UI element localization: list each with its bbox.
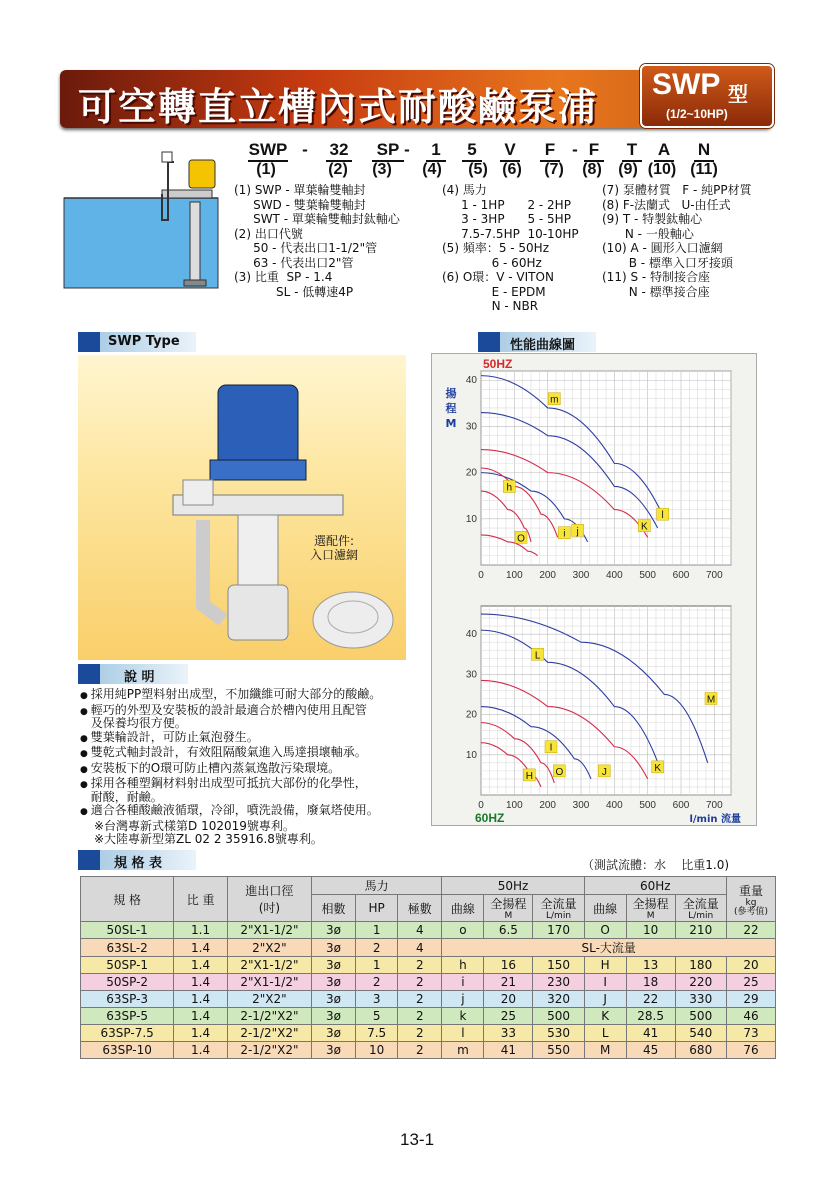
pump-column-image [238,515,278,595]
x-tick-label: 0 [478,570,484,581]
table-cell: O [584,922,626,939]
table-cell: 22 [626,991,675,1008]
table-cell: 2"X1-1/2" [227,922,311,939]
description-item [80,746,430,762]
y-axis-label-char: 揚 [445,387,457,400]
th-flow-50-unit: L/min [546,911,572,921]
th-poles: 極數 [398,895,442,922]
curve-label: j [576,526,579,538]
code-index: (2) [328,161,348,178]
inlet-strainer-image [313,592,393,648]
y-tick-label: 10 [465,513,477,525]
valve-icon [162,152,172,162]
bullet-icon: ● [80,749,91,759]
table-cell: 25 [484,1008,533,1025]
table-cell: 550 [533,1042,584,1059]
th-power: 馬力 [311,877,442,895]
table-cell: 3ø [311,991,355,1008]
code-index: (4) [422,161,442,178]
th-head-50 [484,895,533,922]
table-cell: 1.4 [174,974,228,991]
th-flow-50 [533,895,584,922]
table-cell: 4 [398,922,442,939]
table-cell: 1.4 [174,1008,228,1025]
table-row [81,974,776,991]
hp-range: (1/2~10HP) [666,107,728,121]
table-cell: 2 [398,1025,442,1042]
table-cell: 63SP-7.5 [81,1025,174,1042]
table-cell: 2"X1-1/2" [227,974,311,991]
th-head-60 [626,895,675,922]
x-tick-label: 200 [539,570,557,581]
table-cell: 21 [484,974,533,991]
table-cell: 150 [533,957,584,974]
table-cell: 180 [675,957,726,974]
table-cell: m [442,1042,484,1059]
description-text: 採用各種塑鋼材料射出成型可抵抗大部份的化學性， 耐酸，耐鹼。 [90,776,367,804]
th-port [227,877,311,922]
table-cell: 2"X1-1/2" [227,957,311,974]
code-part: 1 [426,140,446,162]
code-part: V [500,140,520,162]
description-item [80,704,430,731]
bullet-icon: ● [80,706,91,717]
page-number: 13-1 [400,1130,435,1149]
curve-section-label: 性能曲線圖 [510,338,576,353]
table-cell: 500 [675,1008,726,1025]
table-cell: 230 [533,974,584,991]
table-cell: 530 [533,1025,584,1042]
curve-label: m [550,394,559,406]
code-index: (3) [372,161,392,178]
table-cell: 500 [533,1008,584,1025]
patent-note: ※大陸專新型第ZL 02 2 35916.8號專利。 [94,832,323,846]
table-cell: 6.5 [484,922,533,939]
y-tick-label: 20 [465,467,477,479]
th-flow-60-label: 全流量 [682,897,719,911]
accessory-label: 選配件: 入口濾網 [310,534,359,562]
code-index: (6) [502,161,522,178]
table-row [81,939,776,957]
code-index: (5) [468,161,488,178]
curve-label: l [661,510,664,522]
table-cell: 63SP-5 [81,1008,174,1025]
th-phase: 相數 [311,895,355,922]
table-cell: 2-1/2"X2" [227,1042,311,1059]
table-cell: 18 [626,974,675,991]
code-part: T [622,140,642,162]
table-cell: 2 [398,974,442,991]
table-cell: 210 [675,922,726,939]
table-cell: h [442,957,484,974]
curve-section-marker [478,332,500,352]
description-text: 採用純PP塑料射出成型，不加纖維可耐大部分的酸鹼。 [90,687,382,701]
pump-shaft [190,202,200,284]
table-cell: 3ø [311,1042,355,1059]
table-cell: L [584,1025,626,1042]
code-index: (10) [647,161,677,178]
motor-icon [189,160,215,188]
x-tick-label: 600 [672,570,690,581]
legend-col-3: (7) 泵體材質 F - 純PP材質 (8) F-法蘭式 U-由任式 (9) T - 特製鈦軸心 N - 一般軸心 (10) A - 圓形入口濾網 B - 標準入口牙接頭 (11) S - 特制接合座 N - 標準接合座 [602,183,752,299]
table-cell: 16 [484,957,533,974]
x-tick-label: 500 [639,570,657,581]
table-cell: 2 [356,974,398,991]
table-cell: 1 [356,957,398,974]
description-text: 安裝板下的O環可防止槽內蒸氣逸散污染環境。 [90,760,341,775]
table-row [81,1008,776,1025]
pump-motor-image [218,385,298,470]
table-cell: 13 [626,957,675,974]
legend-col-2: (4) 馬力 1 - 1HP 2 - 2HP 3 - 3HP 5 - 5HP 7.5-7.5HP 10-10HP (5) 頻率：5 - 50Hz 6 - 60Hz (6) O環：V - VITON E - EPDM N - NBR [442,183,579,313]
table-cell: 20 [484,991,533,1008]
table-cell: 50SP-2 [81,974,174,991]
table-cell: K [584,1008,626,1025]
y-tick-label: 40 [465,629,477,641]
bullet-icon: ● [80,691,91,701]
table-cell: 63SP-3 [81,991,174,1008]
table-cell: 46 [726,1008,775,1025]
code-part: - [572,140,578,159]
pump-casing-image [228,585,288,640]
table-cell: 1.1 [174,922,228,939]
legend-col-1: (1) SWP - 單葉輪雙軸封 SWD - 雙葉輪雙軸封 SWT - 單葉輪雙軸封鈦軸心 (2) 出口代號 50 - 代表出口1-1/2"管 63 - 代表出口2"管 (3) 比重 SP - 1.4 SL - 低轉速4P [234,183,400,299]
description-text: 雙葉輪設計，可防止氣泡發生。 [90,729,259,744]
table-cell-merged: SL-大流量 [442,939,776,957]
code-index: (8) [582,161,602,178]
x-tick-label: 0 [478,800,484,811]
th-model: 規 格 [81,877,174,922]
table-row [81,1025,776,1042]
table-cell: 73 [726,1025,775,1042]
description-text: 適合各種酸鹼液循環，冷卻，噴洗設備，廢氣塔使用。 [90,803,379,817]
y-axis-label-char: 程 [445,402,457,415]
table-cell: 41 [626,1025,675,1042]
product-photo [78,355,406,660]
table-cell: 22 [726,922,775,939]
th-flow-60 [675,895,726,922]
curve-label: O [517,533,525,545]
table-cell: 5 [356,1008,398,1025]
code-part: 5 [462,140,482,162]
code-part: - [404,140,410,159]
motor-flange-image [210,460,306,480]
code-part: SWP [248,140,288,162]
patent-note: ※台灣專新式樣第D 102019號專利。 [94,818,295,833]
page-title: 可空轉直立槽內式耐酸鹼泵浦 [78,85,599,129]
th-weight-unit: kg [745,897,757,908]
curve-label: i [563,528,566,540]
description-item [80,762,430,778]
table-cell: 1.4 [174,1042,228,1059]
code-part: A [654,140,674,162]
description-item [80,731,430,747]
x-tick-label: 300 [572,570,590,581]
y-tick-label: 20 [465,709,477,721]
bullet-icon: ● [80,807,91,817]
th-weight [726,877,775,922]
tank-diagram [62,150,222,290]
description-item [80,688,430,704]
table-cell: 2 [398,957,442,974]
curve-label: M [706,694,716,706]
table-cell: 320 [533,991,584,1008]
curve-label: L [534,650,541,662]
x-tick-label: 400 [605,570,623,581]
code-part: F [540,140,560,162]
bullet-icon: ● [80,764,91,775]
table-row [81,1042,776,1059]
table-cell: 540 [675,1025,726,1042]
pipe-image [203,520,223,620]
curve-label: K [640,521,648,533]
table-cell: 41 [484,1042,533,1059]
code-part: - [302,140,308,159]
code-part: SP [372,140,404,162]
type-section-marker [78,332,100,352]
x-tick-label: 700 [705,800,723,811]
chart-title: 60HZ [475,811,505,825]
table-cell: H [584,957,626,974]
table-cell: 2"X2" [227,991,311,1008]
test-fluid-note: （測試流體：水 比重1.0) [582,858,730,872]
table-cell: o [442,922,484,939]
table-cell: 63SP-10 [81,1042,174,1059]
table-cell: J [584,991,626,1008]
table-cell: 680 [675,1042,726,1059]
bullet-icon: ● [80,780,91,790]
code-index: (1) [256,161,276,178]
type-section-label: SWP Type [108,334,180,349]
table-cell: 29 [726,991,775,1008]
chart-title: 50HZ [483,357,513,371]
code-part: 32 [326,140,352,162]
table-cell: 2 [356,939,398,957]
description-item [80,777,430,804]
model-name: SWP [652,68,721,101]
chart-50hz [431,353,757,588]
th-curve-50: 曲線 [442,895,484,922]
table-cell: i [442,974,484,991]
table-cell: 2 [398,1008,442,1025]
table-cell: 25 [726,974,775,991]
table-cell: I [584,974,626,991]
table-cell: 50SL-1 [81,922,174,939]
description-text: 輕巧的外型及安裝板的設計最適合於槽內使用且配管 及保養均很方便。 [90,702,367,730]
th-head-60-unit: M [646,911,655,921]
x-tick-label: 700 [705,570,723,581]
x-tick-label: 600 [672,800,690,811]
table-cell: M [584,1042,626,1059]
th-60hz: 60Hz [584,877,726,895]
th-flow-50-label: 全流量 [540,897,577,911]
x-tick-label: 500 [639,800,657,811]
table-cell: 20 [726,957,775,974]
code-index: (7) [544,161,564,178]
table-cell: 3ø [311,974,355,991]
table-cell: 63SL-2 [81,939,174,957]
table-cell: 220 [675,974,726,991]
table-cell: 10 [626,922,675,939]
description-list [80,688,430,847]
table-cell: 1.4 [174,957,228,974]
table-cell: 1.4 [174,939,228,957]
x-tick-label: 300 [572,800,590,811]
table-cell: l [442,1025,484,1042]
desc-section-marker [78,664,100,684]
table-cell: j [442,991,484,1008]
table-cell: 1.4 [174,1025,228,1042]
code-index: (9) [618,161,638,178]
table-cell: 170 [533,922,584,939]
pump-inlet [184,280,206,286]
x-tick-label: 200 [539,800,557,811]
table-cell: 2 [398,991,442,1008]
x-tick-label: 100 [505,800,523,811]
table-cell: 33 [484,1025,533,1042]
description-text: 雙乾式軸封設計，有效阻隔酸氣進入馬達損壞軸承。 [90,745,367,759]
table-row [81,991,776,1008]
description-item [80,804,430,820]
curve-label: H [525,770,533,782]
y-axis-label-char: M [445,417,457,430]
table-cell: 10 [356,1042,398,1059]
table-cell: 4 [398,939,442,957]
y-tick-label: 10 [465,749,477,761]
table-cell: 330 [675,991,726,1008]
table-cell: 7.5 [356,1025,398,1042]
table-cell: 45 [626,1042,675,1059]
table-cell: 1 [356,922,398,939]
bullet-icon: ● [80,733,91,744]
code-part: F [584,140,604,162]
table-cell: 3ø [311,1025,355,1042]
x-tick-label: 100 [505,570,523,581]
table-cell: 76 [726,1042,775,1059]
table-cell: 28.5 [626,1008,675,1025]
table-cell: 2"X2" [227,939,311,957]
x-tick-label: 400 [605,800,623,811]
th-weight-label: 重量 [738,883,763,898]
spec-table [80,876,776,1059]
th-head-60-label: 全揚程 [632,897,669,911]
x-axis-label: l/min 流量 [689,814,741,825]
code-index: (11) [690,161,718,178]
table-cell: 3ø [311,1008,355,1025]
table-cell: 3 [356,991,398,1008]
table-cell: 50SP-1 [81,957,174,974]
table-cell: 3ø [311,957,355,974]
table-cell: k [442,1008,484,1025]
model-suffix: 型 [728,82,748,106]
table-row [81,957,776,974]
mounting-plate [162,190,212,198]
y-tick-label: 40 [465,375,477,387]
th-port-unit: (吋) [258,901,281,915]
th-50hz: 50Hz [442,877,584,895]
table-cell: 2 [398,1042,442,1059]
th-head-50-unit: M [504,911,513,921]
spec-section-label: 規 格 表 [114,856,163,871]
table-cell: 2-1/2"X2" [227,1008,311,1025]
table-cell: 3ø [311,939,355,957]
th-curve-60: 曲線 [584,895,626,922]
th-sg: 比 重 [174,877,228,922]
chart-60hz [431,590,757,826]
curve-label: O [555,766,564,778]
desc-section-label: 說 明 [124,670,155,685]
outlet-image [183,480,213,505]
th-port-label: 進出口徑 [245,884,294,898]
th-weight-note: (參考值) [733,906,768,917]
spec-section-marker [78,850,100,870]
th-flow-60-unit: L/min [688,911,714,921]
table-cell: 2-1/2"X2" [227,1025,311,1042]
table-row [81,922,776,939]
table-cell: 3ø [311,922,355,939]
y-tick-label: 30 [465,421,477,433]
y-tick-label: 30 [465,669,477,681]
curve-label: J [601,766,607,778]
curve-label: I [549,742,553,754]
table-cell: 1.4 [174,991,228,1008]
th-hp: HP [356,895,398,922]
code-part: N [694,140,714,162]
th-head-50-label: 全揚程 [490,897,527,911]
curve-label: h [506,482,513,494]
curve-label: K [654,762,662,774]
